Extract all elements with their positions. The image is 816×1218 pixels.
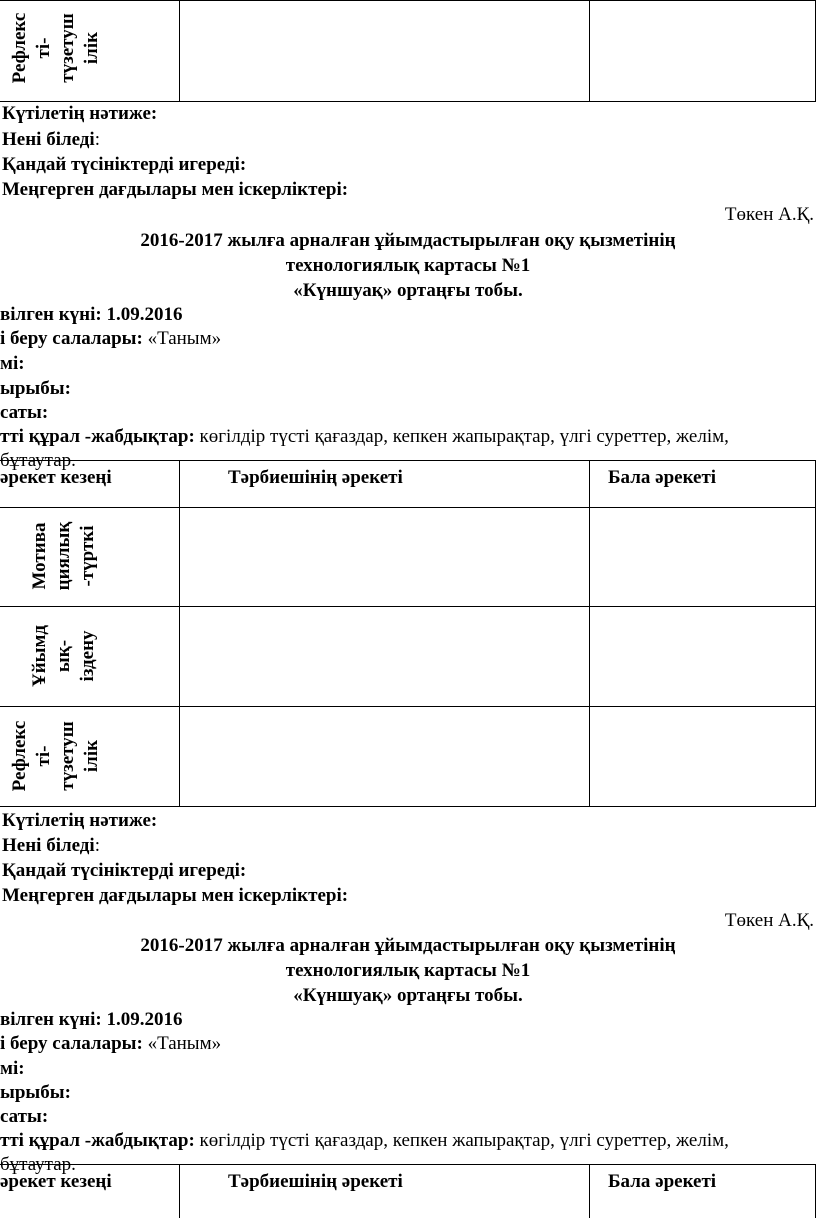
equipment-line-cont: бұтаутар. bbox=[0, 1154, 76, 1175]
equipment-value: көгілдір түсті қағаздар, кепкен жапырақтар, үлгі суреттер, желім, bbox=[194, 1130, 729, 1151]
stage-text: түзетуш bbox=[57, 13, 78, 83]
expected-result-heading: Күтілетің нәтиже: bbox=[2, 103, 158, 124]
areas-value: «Таным» bbox=[142, 1033, 222, 1054]
knows-label: Нені біледі bbox=[2, 129, 95, 150]
concepts-line: Қандай түсініктерді игереді: bbox=[2, 154, 247, 175]
stage-text: түзетуш bbox=[57, 721, 78, 791]
areas-label: і беру салалары: bbox=[0, 1033, 143, 1054]
author: Төкен А.Қ. bbox=[724, 204, 814, 225]
stage-motivation-label bbox=[28, 508, 100, 604]
stage-text: ілік bbox=[81, 31, 102, 65]
equipment-line bbox=[0, 425, 729, 449]
knows-colon: : bbox=[94, 835, 100, 856]
doc-title-line1: 2016-2017 жылға арналған ұйымдастырылған оқу қызметінің bbox=[140, 935, 676, 956]
doc-title-line3: «Күншуақ» ортаңғы тобы. bbox=[293, 985, 523, 1006]
stage-text: Мотива bbox=[29, 522, 50, 590]
skills-line: Меңгерген дағдылары мен іскерліктері: bbox=[2, 885, 349, 906]
stage-text: Рефлекс bbox=[9, 12, 30, 84]
info-line-3: мі: bbox=[0, 1058, 25, 1079]
header-teacher: Тәрбиешінің әрекеті bbox=[228, 467, 403, 488]
header-teacher: Тәрбиешінің әрекеті bbox=[228, 1171, 403, 1192]
stage-text: ті- bbox=[33, 745, 54, 767]
doc-title-line1: 2016-2017 жылға арналған ұйымдастырылған оқу қызметінің bbox=[140, 230, 676, 251]
stage-text: ық- bbox=[53, 639, 74, 673]
info-line-4: ырыбы: bbox=[0, 378, 71, 399]
doc-title-line2: технологиялық картасы №1 bbox=[285, 960, 531, 981]
header-stage: әрекет кезеңі bbox=[0, 1171, 112, 1192]
doc-title-line2: технологиялық картасы №1 bbox=[285, 255, 531, 276]
equipment-label: тті құрал -жабдықтар: bbox=[0, 1130, 195, 1151]
expected-result-heading: Күтілетің нәтиже: bbox=[2, 810, 158, 831]
author: Төкен А.Қ. bbox=[724, 910, 814, 931]
stage-organized-label bbox=[28, 608, 100, 704]
areas-value: «Таным» bbox=[142, 328, 222, 349]
concepts-line: Қандай түсініктерді игереді: bbox=[2, 860, 247, 881]
skills-line: Меңгерген дағдылары мен іскерліктері: bbox=[2, 179, 349, 200]
stage-text: іздену bbox=[77, 630, 98, 682]
areas-line bbox=[0, 1032, 221, 1056]
stage-reflexive-label bbox=[8, 0, 104, 96]
info-line-3: мі: bbox=[0, 353, 25, 374]
areas-line bbox=[0, 327, 221, 351]
info-line-4: ырыбы: bbox=[0, 1082, 71, 1103]
stage-text: Рефлекс bbox=[9, 720, 30, 792]
stage-text: ті- bbox=[33, 37, 54, 59]
equipment-value: көгілдір түсті қағаздар, кепкен жапырақтар, үлгі суреттер, желім, bbox=[194, 426, 729, 447]
stage-text: ілік bbox=[81, 739, 102, 773]
equipment-label: тті құрал -жабдықтар: bbox=[0, 426, 195, 447]
stage-reflexive-label bbox=[8, 708, 104, 804]
knows-line bbox=[2, 834, 100, 858]
date-line: вілген күні: 1.09.2016 bbox=[0, 304, 183, 325]
info-line-5: саты: bbox=[0, 402, 49, 423]
header-child: Бала әрекеті bbox=[608, 1171, 717, 1192]
date-line: вілген күні: 1.09.2016 bbox=[0, 1009, 183, 1030]
knows-line bbox=[2, 128, 100, 152]
header-child: Бала әрекеті bbox=[608, 467, 717, 488]
info-line-5: саты: bbox=[0, 1106, 49, 1127]
doc-title-line3: «Күншуақ» ортаңғы тобы. bbox=[293, 280, 523, 301]
stage-text: Ұйымд bbox=[29, 624, 50, 688]
areas-label: і беру салалары: bbox=[0, 328, 143, 349]
knows-colon: : bbox=[94, 129, 100, 150]
equipment-line bbox=[0, 1129, 729, 1153]
stage-text: -түрткі bbox=[77, 525, 98, 587]
stage-text: циялық bbox=[53, 521, 74, 591]
equipment-line-cont: бұтаутар. bbox=[0, 450, 76, 471]
knows-label: Нені біледі bbox=[2, 835, 95, 856]
header-stage: әрекет кезеңі bbox=[0, 467, 112, 488]
